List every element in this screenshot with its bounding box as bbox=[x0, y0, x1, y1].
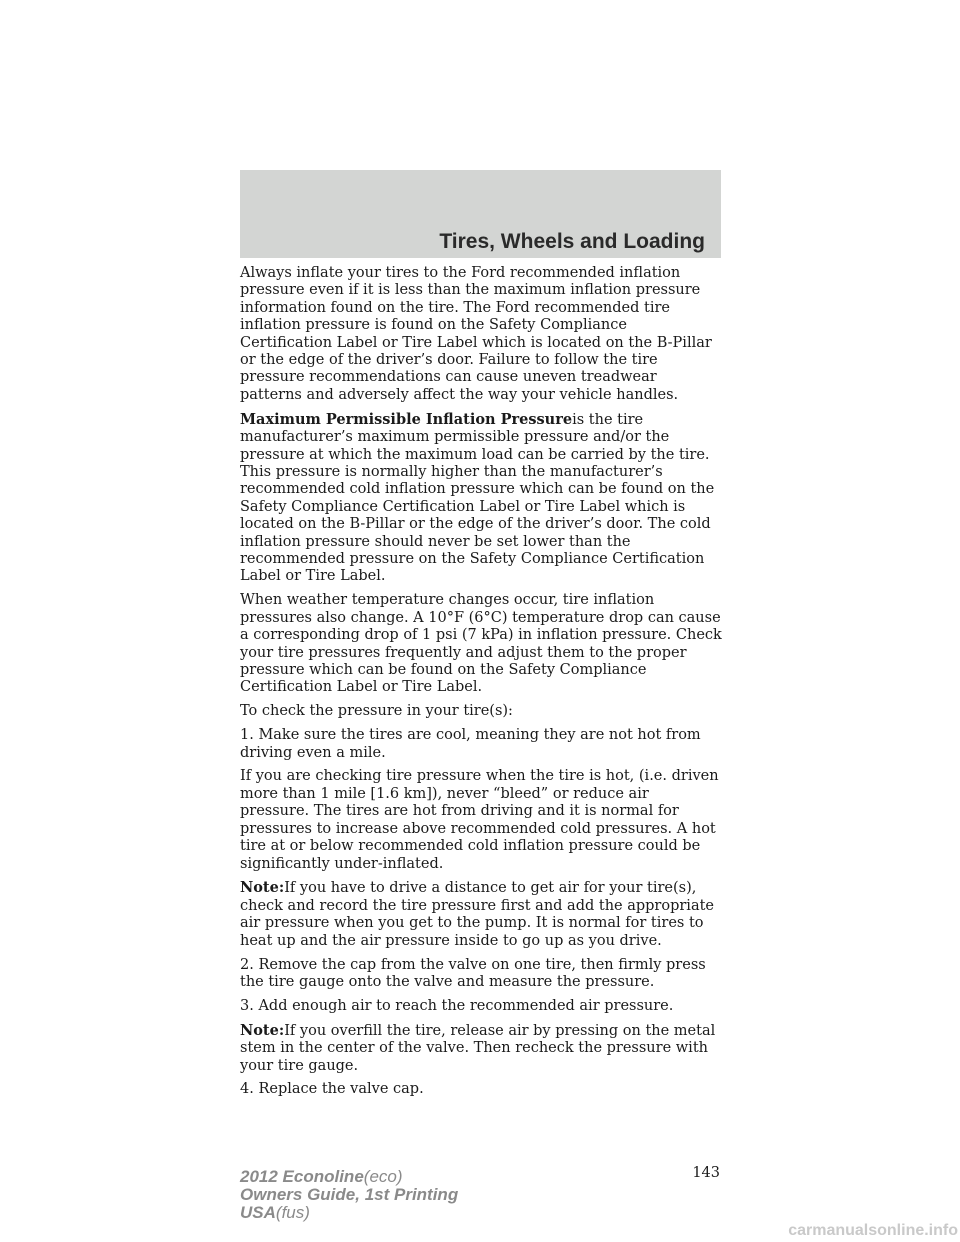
note-text: If you overfill the tire, release air by pressing on the metal stem in the center of the valve. Then recheck the pressure with your tire gauge. bbox=[240, 1022, 716, 1074]
term-maximum-pressure: Maximum Permissible Inflation Pressure bbox=[240, 410, 573, 428]
footer-region-code: (fus) bbox=[275, 1203, 310, 1222]
footer-model-code: (eco) bbox=[363, 1167, 403, 1186]
paragraph-recommended-pressure: Always inflate your tires to the Ford recommended inflation pressure even if it is less than the maximum inflation pressure information found on the tire. The Ford recommended tire inflation pressure is found on the Safety Compliance Certification Label or Tire Label which is located on the B-Pillar or the edge of the driver’s door. Failure to follow the tire pressure recommendations can cause uneven treadwear patterns and adversely affect the way your vehicle handles. bbox=[240, 265, 712, 403]
section-header-band bbox=[240, 170, 721, 258]
watermark: carmanualsonline.info bbox=[788, 1222, 958, 1239]
step-3: 3. Add enough air to reach the recommended air pressure. bbox=[240, 997, 674, 1014]
step-2: 2. Remove the cap from the valve on one tire, then firmly press the tire gauge onto the valve and measure the pressure. bbox=[240, 956, 706, 990]
note-drive-distance bbox=[240, 879, 722, 950]
step-4: 4. Replace the valve cap. bbox=[240, 1081, 424, 1098]
footer-region: USA bbox=[240, 1203, 276, 1222]
footer-model: 2012 Econoline bbox=[240, 1167, 364, 1186]
paragraph-hot-tire: If you are checking tire pressure when the tire is hot, (i.e. driven more than 1 mile [1.6 km]), never “bleed” or reduce air pressure. The tires are hot from driving and it is normal for pressures to increase above recommended cold pressures. A hot tire at or below recommended cold inflation pressure could be significantly under-inflated. bbox=[240, 768, 719, 872]
body-text bbox=[240, 265, 722, 1105]
footer-region-line bbox=[240, 1204, 458, 1222]
footer bbox=[240, 1168, 458, 1222]
note-overfill bbox=[240, 1022, 722, 1075]
note-label: Note: bbox=[240, 1021, 285, 1039]
footer-guide: Owners Guide, 1st Printing bbox=[240, 1185, 459, 1204]
section-title: Tires, Wheels and Loading bbox=[439, 230, 705, 253]
footer-model-line bbox=[240, 1168, 458, 1186]
note-label: Note: bbox=[240, 879, 285, 897]
paragraph-temperature: When weather temperature changes occur, tire inflation pressures also change. A 10°F (6°C) temperature drop can cause a corresponding drop of 1 psi (7 kPa) in inflation pressure. Check your tire pressures frequently and adjust them to the proper pressure which can be found on the Safety Compliance Certification Label or Tire Label. bbox=[240, 592, 722, 696]
note-text: If you have to drive a distance to get air for your tire(s), check and record the tire pressure first and add the appropriate air pressure when you get to the pump. It is normal for tires to heat up and the air pressure inside to go up as you drive. bbox=[240, 880, 714, 949]
definition-maximum-pressure: is the tire manufacturer’s maximum permissible pressure and/or the pressure at which the maximum load can be carried by the tire. This pressure is normally higher than the manufacturer’s recommended cold inflation pressure which can be found on the Safety Compliance Certification Label or Tire Label which is located on the B-Pillar or the edge of the driver’s door. The cold inflation pressure should never be set lower than the recommended pressure on the Safety Compliance Certification Label or Tire Label. bbox=[240, 411, 715, 585]
paragraph-check-intro: To check the pressure in your tire(s): bbox=[240, 703, 513, 720]
page-number: 143 bbox=[692, 1165, 720, 1181]
step-1: 1. Make sure the tires are cool, meaning they are not hot from driving even a mile. bbox=[240, 727, 701, 761]
paragraph-maximum-pressure bbox=[240, 411, 722, 586]
